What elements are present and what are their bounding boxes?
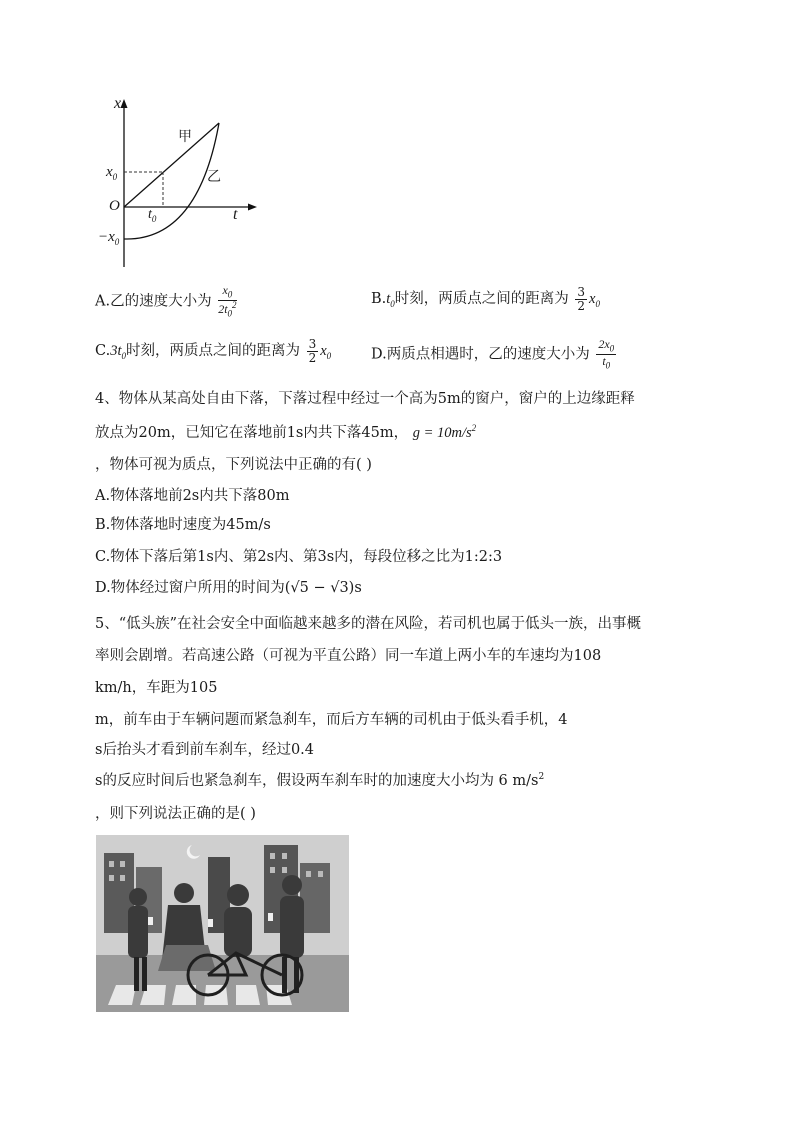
yi-curve: [124, 123, 219, 239]
q5-line-1: 5、“低头族”在社会安全中面临越来越多的潜在风险，若司机也属于低头一族，出事概: [95, 616, 642, 632]
illustration-drawing: [96, 835, 349, 1012]
xt-graph: [95, 95, 270, 275]
jia-label: 甲: [178, 129, 192, 145]
axis-x-label: x: [114, 95, 122, 112]
q5-line-5: s后抬头才看到前车刹车，经过0.4: [95, 742, 314, 758]
q4-option-a: A.物体落地前2s内共下落80m: [95, 488, 290, 504]
q5-line-2: 率则会剧增。若高速公路（可视为平直公路）同一车道上两小车的车速均为108: [95, 648, 602, 664]
gravity-value: $g = 10m/s^2$: [412, 423, 477, 441]
x-axis-arrow: [121, 99, 128, 108]
q3-option-b: $B.t_0$时刻，两质点之间的距离为 $\frac{3}{2}$ $x_0$: [371, 285, 600, 313]
t0-label: $t_0$: [148, 207, 157, 224]
x0-label: $x_0$: [106, 164, 118, 182]
q3-option-d: D.两质点相遇时，乙的速度大小为 $\frac{2x_0}{t_0}$: [371, 337, 615, 371]
q5-line-4: m，前车由于车辆问题而紧急刹车，而后方车辆的司机由于低头看手机，4: [95, 712, 568, 728]
q5-line-7: ，则下列说法正确的是( ): [95, 806, 256, 822]
q4-option-b: B.物体落地时速度为45m/s: [95, 517, 271, 533]
axis-t-label: t: [233, 206, 238, 223]
q4-option-c: C.物体下落后第1s内、第2s内、第3s内，每段位移之比为1:2:3: [95, 549, 503, 565]
jia-line: [124, 123, 219, 207]
yi-label: 乙: [207, 169, 221, 185]
origin-label: O: [109, 198, 120, 214]
q4-line-1: 4、物体从某高处自由下落，下落过程中经过一个高为5m的窗户，窗户的上边缘距释: [95, 391, 635, 407]
q4-line-3: ，物体可视为质点，下列说法中正确的有( ): [95, 457, 372, 473]
q5-line-6: s的反应时间后也紧急刹车，假设两车刹车时的加速度大小均为 6 $m/s^2$: [95, 772, 545, 789]
t-axis-arrow: [248, 204, 257, 211]
q3-option-c: $C.3t_0$时刻，两质点之间的距离为 $\frac{3}{2}$ $x_0$: [95, 337, 332, 365]
neg-x0-label: $-x_0$: [98, 229, 120, 247]
q4-line-2: 放点为20m，已知它在落地前1s内共下落45m， $g = 10m/s^2$: [95, 423, 477, 441]
q4-option-d: D.物体经过窗户所用的时间为(√5 − √3)s: [95, 580, 362, 596]
q3-option-a: A.乙的速度大小为 $\frac{x_0}{2t_0^2}$: [95, 283, 237, 319]
q5-line-3: km/h，车距为105: [95, 680, 218, 696]
phone-people-illustration: [96, 835, 349, 1012]
